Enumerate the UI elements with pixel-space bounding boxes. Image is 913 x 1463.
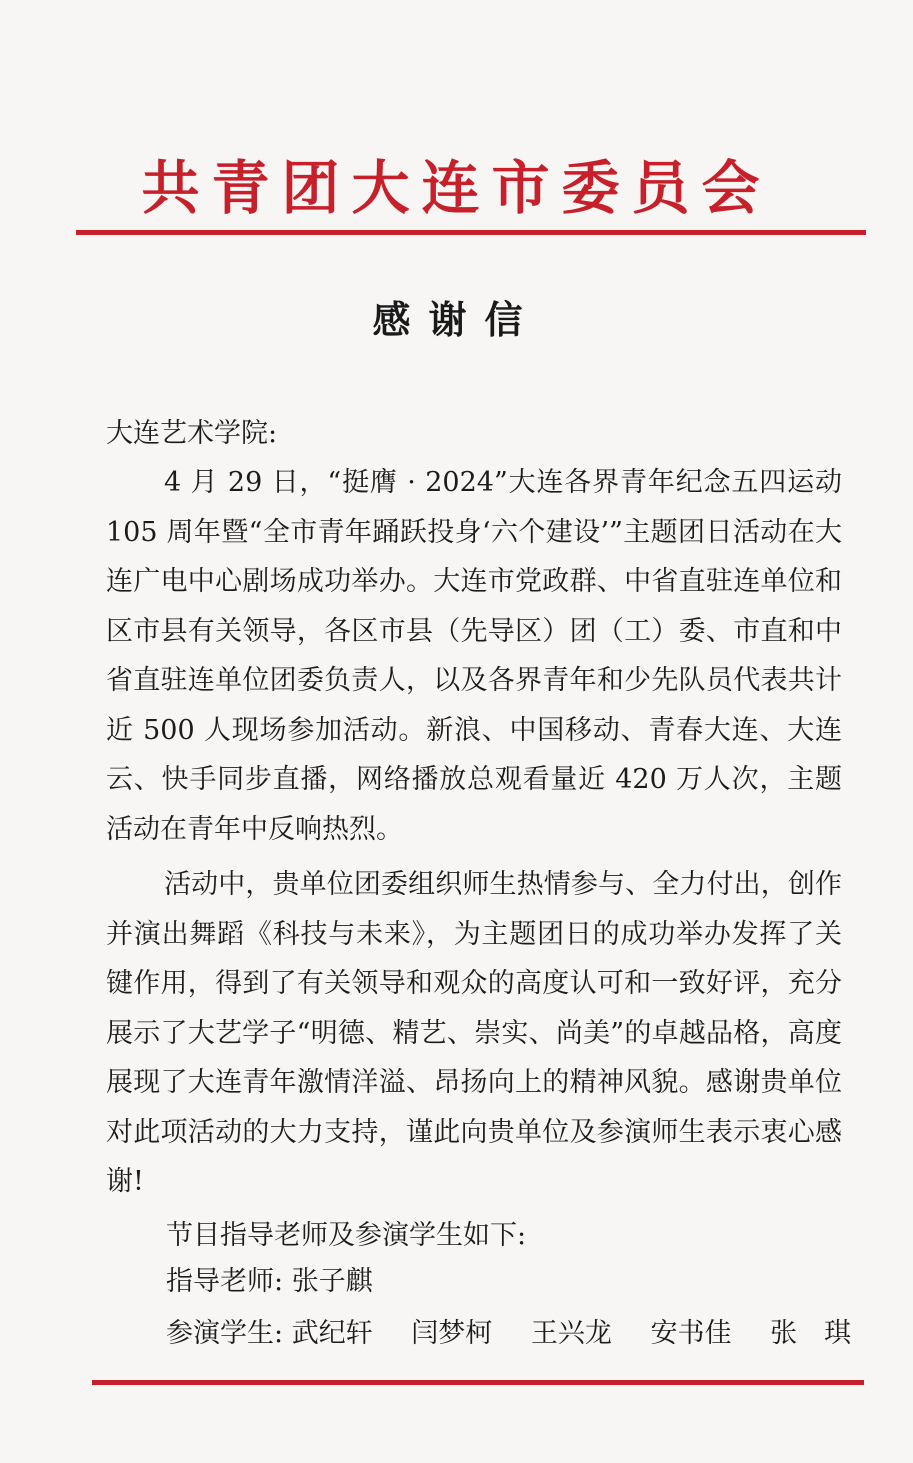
teacher-name: 张子麒 <box>291 1266 373 1297</box>
organization-header: 共青团大连市委员会 <box>141 154 772 222</box>
teacher-line <box>166 1258 373 1306</box>
students-label: 参演学生: <box>166 1318 284 1349</box>
footer-red-rule <box>92 1380 864 1385</box>
list-intro: 节目指导老师及参演学生如下: <box>166 1220 527 1251</box>
teacher-label: 指导老师: <box>166 1266 284 1297</box>
student-name: 闫梦柯 <box>411 1318 493 1349</box>
letter-title: 感谢信 <box>372 298 541 342</box>
students-line <box>166 1310 881 1358</box>
student-name: 王兴龙 <box>530 1318 612 1349</box>
student-name: 武纪轩 <box>291 1318 373 1349</box>
student-name: 安书佳 <box>650 1318 732 1349</box>
paragraph-2-text: 活动中，贵单位团委组织师生热情参与、全力付出，创作并演出舞蹈《科技与未来》，为主题团日的成功举办发挥了关键作用，得到了有关领导和观众的高度认可和一致好评，充分展示了大艺学子“明德、精艺、崇实、尚美”的卓越品格，高度展现了大连青年激情洋溢、昂扬向上的精神风貌。感谢贵单位对此项活动的大力支持，谨此向贵单位及参演师生表示衷心感谢! <box>106 869 842 1197</box>
header-red-rule <box>76 230 866 235</box>
student-name: 张 琪 <box>770 1318 852 1349</box>
paragraph-1 <box>106 458 842 854</box>
salutation: 大连艺术学院: <box>106 418 278 449</box>
paragraph-1-text: 4 月 29 日，“挺膺 · 2024”大连各界青年纪念五四运动 105 周年暨“全市青年踊跃投身‘六个建设’”主题团日活动在大连广电中心剧场成功举办。大连市党政群、中省直驻连单位和区市县有关领导，各区市县（先导区）团（工）委、市直和中省直驻连单位团委负责人，以及各界青年和少先队员代表共计近 500 人现场参加活动。新浪、中国移动、青春大连、大连云、快手同步直播，网络播放总观看量近 420 万人次，主题活动在青年中反响热烈。 <box>106 467 842 845</box>
paragraph-2 <box>106 860 842 1207</box>
